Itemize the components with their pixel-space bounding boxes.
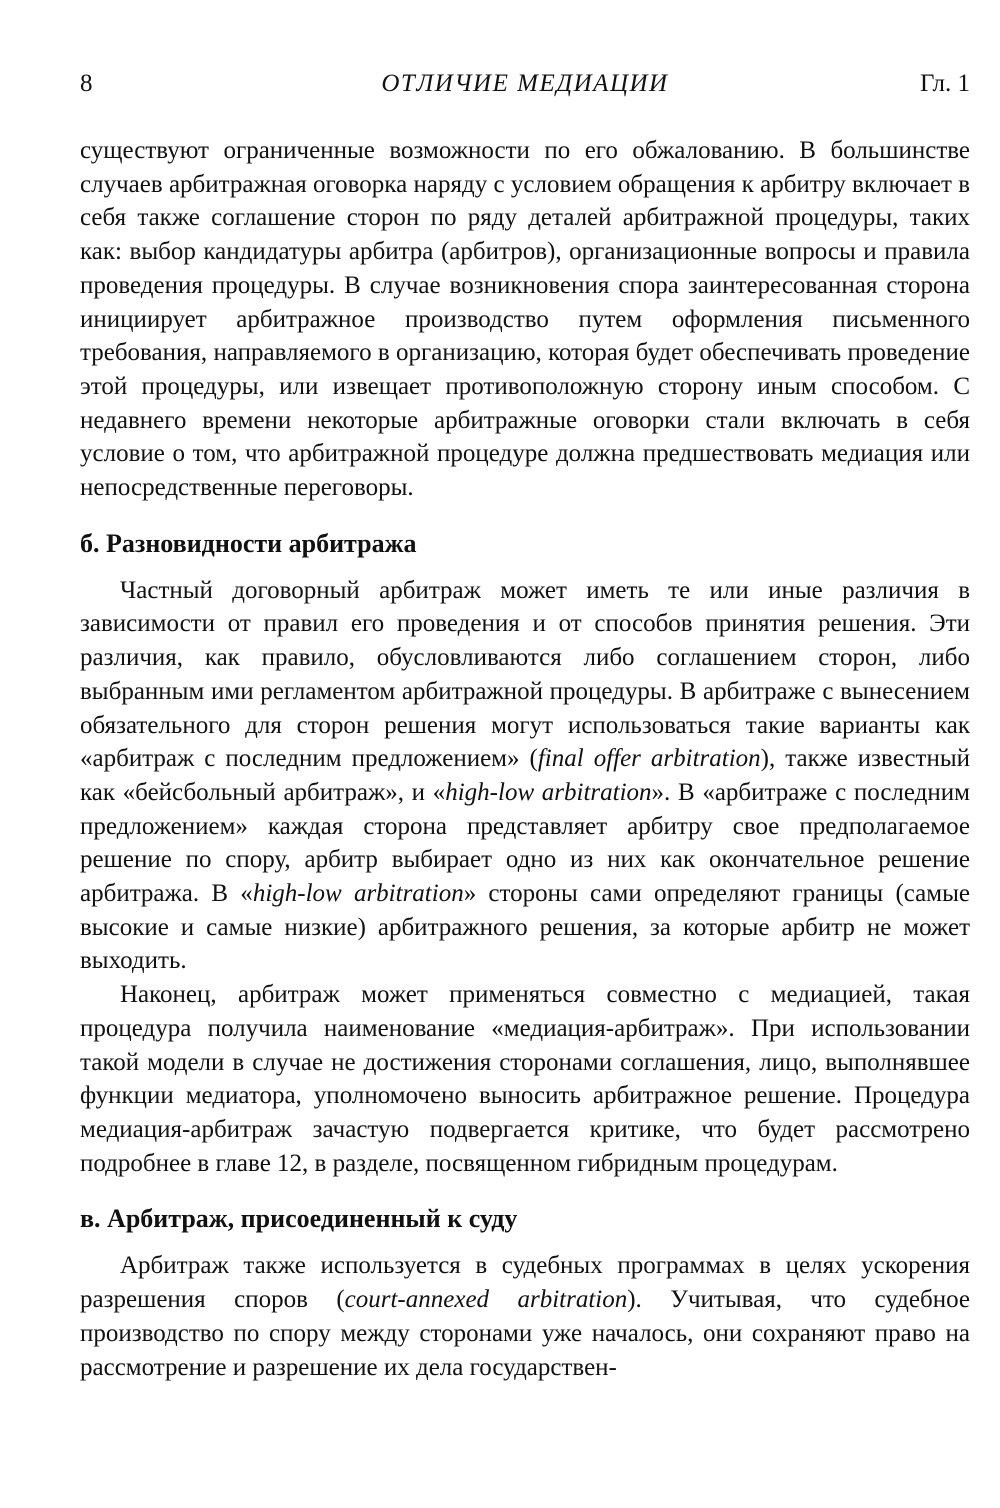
section-heading-v: в. Арбитраж, присоединенный к суду <box>80 1204 518 1234</box>
english-term: court-annexed arbitration <box>344 1286 628 1314</box>
text-run: ». В «арбитраже с последним предложением» каждая сторона представляет арбитру свое предполагаемое решение по спору, арбитр выбирает одно из них как окончательное решение арбитража. В « <box>80 778 970 908</box>
text-run: Частный договорный арбитраж может иметь те или иные различия в зависимости от правил его проведения и от способов принятия решения. Эти различия, как правило, обусловливаются либо соглашением сторон, либо выбранным ими регламентом арбитражной процедуры. В арбитраже с вынесением обязательного для сторон решения могут использоваться такие варианты как «арбитраж с последним предложением» ( <box>80 576 970 773</box>
text-run: Арбитраж также используется в судебных программах в целях ускорения разрешения споров ( <box>80 1252 970 1314</box>
page-number: 8 <box>80 70 93 97</box>
running-title: ОТЛИЧИЕ МЕДИАЦИИ <box>381 70 669 97</box>
section-v-paragraph-1 <box>80 1249 970 1384</box>
running-header <box>80 70 970 110</box>
english-term: high-low arbitration <box>252 880 464 908</box>
section-heading-b: б. Разновидности арбитража <box>80 528 417 558</box>
chapter-label: Гл. 1 <box>919 70 970 97</box>
text-run: » стороны сами определяют границы (самые высокие и самые низкие) арбитражного решения, за которые арбитр не может выходить. <box>80 880 970 975</box>
text-run: ), также известный как «бейсбольный арбитраж», и « <box>80 745 970 806</box>
english-term: final offer arbitration <box>537 745 761 773</box>
paragraph-continued: существуют ограниченные возможности по его обжалованию. В большинстве случаев арбитражная оговорка наряду с условием обращения к арбитру включает в себя также соглашение сторон по ряду деталей арбитражной процедуры, таких как: выбор кандидатуры арбитра (арбитров), организационные вопросы и правила проведения процедуры. В случае возникновения спора заинтересованная сторона инициирует арбитражное производство путем оформления письменного требования, направляемого в организацию, которая будет обеспечивать проведение этой процедуры, или извещает противоположную сторону иным способом. С недавнего времени некоторые арбитражные оговорки стали включать в себя условие о том, что арбитражной процедуре должна предшествовать медиация или непосредственные переговоры. <box>80 137 970 502</box>
text-run: ). Учитывая, что судебное производство по спору между сторонами уже началось, они сохраняют право на рассмотрение и разрешение их дела государствен- <box>80 1286 970 1381</box>
page-body <box>80 134 970 1384</box>
section-b-paragraph-1 <box>80 574 970 978</box>
section-b-paragraph-2: Наконец, арбитраж может применяться совместно с медиацией, такая процедура получила наименование «медиация-арбитраж». При использовании такой модели в случае не достижения сторонами соглашения, лицо, выполнявшее функции медиатора, уполномочено выносить арбитражное решение. Процедура медиация-арбитраж зачастую подвергается критике, что будет рассмотрено подробнее в главе 12, в разделе, посвященном гибридным процедурам. <box>80 981 970 1177</box>
english-term: high-low arbitration <box>445 778 652 806</box>
